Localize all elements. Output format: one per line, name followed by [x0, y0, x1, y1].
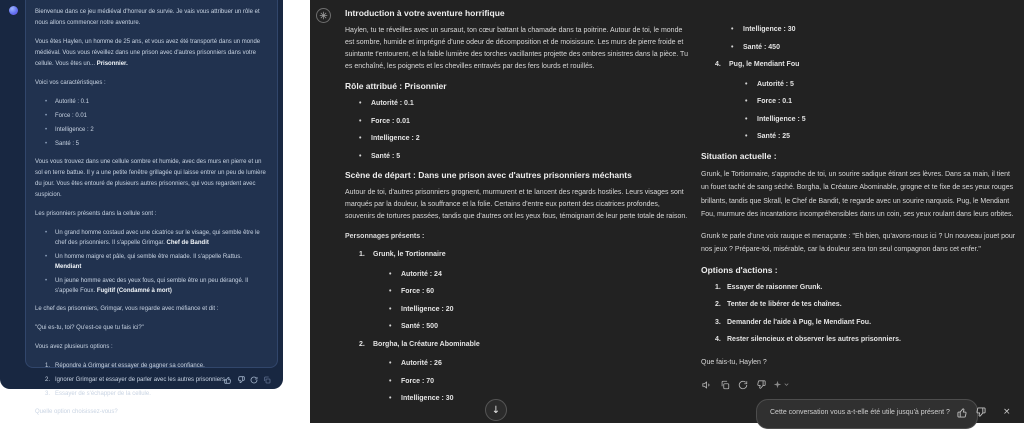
message-paragraph: Bienvenue dans ce jeu médiéval d'horreur de survie. Je vais vous attribuer un rôle et nous allons commencer notre aventure. [35, 9, 260, 26]
assistant-avatar-icon [316, 8, 331, 23]
toast-text: Cette conversation vous a-t-elle été utile jusqu'à présent ? [770, 408, 950, 416]
paragraph: Grunk, le Tortionnaire, s'approche de toi, un sourire sadique étirant ses lèvres. Dans sa main, il tient un fouet taché de sang séché. Borgha, la Créature Abominable, grogne et te fixe de ses yeux rouges brillants, tandis que Skrall, le Chef de Bandit, te regarde avec un sourire narquois. Pug, le Mendiant Fou, murmure des incantations incompréhensibles dans un coin, ses yeux roulant dans leurs orbites. [701, 170, 1014, 218]
response-column-2 [701, 0, 1017, 390]
list-item: • Force : 0.01 [45, 111, 266, 121]
down-arrow-icon: ↓ [491, 404, 501, 416]
paragraph: Autour de toi, d'autres prisonniers grognent, murmurent et te lancent des regards hostiles. Leurs visages sont marqués par la douleur, la souffrance et la folie. Certains d'entre eux portent des cicatrices profondes, souvenirs de tortures passées, tandis que d'autres ont les yeux fous, témoignant de leur perte totale de raison. [345, 189, 688, 220]
copy-icon[interactable] [262, 375, 271, 384]
list-item: • Santé : 5 [45, 139, 266, 149]
list-item: 3. Essayer de s'échapper de la cellule. [45, 391, 151, 397]
model-switch-button[interactable] [773, 380, 790, 389]
list-item: • Intelligence : 30 [731, 24, 1017, 36]
role-stats-list [359, 98, 690, 162]
list-item: 1. Répondre à Grimgar et essayer de gagner sa confiance. [45, 363, 205, 369]
list-item: • Autorité : 26 [389, 358, 690, 370]
chat-response-area [310, 0, 1024, 423]
thumbs-down-icon[interactable] [975, 406, 986, 418]
thumbs-up-icon[interactable] [223, 375, 232, 384]
continued-stats-list [731, 24, 1017, 53]
character-item: 2. Borgha, la Créature Abominable • Autorité : 26 • Force : 70 • Intelligence : 30 [359, 339, 690, 405]
list-item: 4. Rester silencieux et observer les autres prisonniers. [715, 336, 901, 343]
message-paragraph: Voici vos caractéristiques : [35, 80, 106, 86]
regenerate-icon[interactable] [737, 379, 748, 390]
chevron-down-icon [783, 381, 790, 388]
paragraph: Grunk te parle d'une voix rauque et menaçante : "Eh bien, qu'avons-nous ici ? Un nouveau jouet pour nos jeux ? Prépare-toi, misérable, car la douleur sera ton seul compagnon dans cet enfer." [701, 232, 1016, 253]
character-item: 4. Pug, le Mendiant Fou • Autorité : 5 • Force : 0.1 • Intelligence : 5 • Santé : 25 [715, 59, 1017, 143]
list-item: • Autorité : 0.1 [45, 97, 266, 107]
message-paragraph: Quelle option choisissez-vous? [35, 409, 118, 415]
list-item: 2. Ignorer Grimgar et essayer de parler avec les autres prisonniers. [45, 377, 227, 383]
list-item: • Intelligence : 20 [389, 304, 690, 316]
paragraph: Haylen, tu te réveilles avec un sursaut, ton cœur battant la chamade dans ta poitrine. Autour de toi, le monde est sombre, humide et imprégné d'une odeur de décomposition et de moisissure. Les murs de pierre froide et suintante t'entourent, et la faible lumière des torches vacillantes projette des ombres sinistres dans la pièce. Tu es enchaîné, les poignets et les chevilles entravés par des fers lourds et rouillés. [345, 27, 688, 70]
scroll-to-bottom-button[interactable] [485, 399, 507, 421]
feedback-toast [756, 399, 1011, 429]
list-item: • Un homme maigre et pâle, qui semble être malade. Il s'appelle Rattus. Mendiant [45, 252, 266, 272]
list-item: • Force : 0.1 [745, 96, 1017, 108]
regenerate-icon[interactable] [249, 375, 258, 384]
thumbs-down-icon[interactable] [236, 375, 245, 384]
list-item: • Autorité : 0.1 [359, 98, 690, 110]
copy-icon[interactable] [719, 379, 730, 390]
copilot-panel [0, 0, 283, 415]
list-item: • Intelligence : 2 [45, 125, 266, 135]
list-item: • Un grand homme costaud avec une cicatrice sur le visage, qui semble être le chef des prisonniers. Il s'appelle Grimgar. Chef de Bandit [45, 228, 266, 248]
list-item: • Intelligence : 5 [745, 114, 1017, 126]
list-item: • Un jeune homme avec des yeux fous, qui semble être un peu dérangé. Il s'appelle Foux. Fugitif (Condamné à mort) [45, 276, 266, 296]
list-item: • Force : 0.01 [359, 116, 690, 128]
prisoners-list [45, 228, 266, 296]
message-paragraph: Vous avez plusieurs options : [35, 344, 113, 350]
list-item: • Santé : 450 [731, 42, 1017, 54]
close-icon[interactable]: × [1002, 407, 1011, 417]
list-item: 3. Demander de l'aide à Pug, le Mendiant Fou. [715, 318, 872, 326]
message-paragraph: Les prisonniers présents dans la cellule sont : [35, 211, 157, 217]
list-item: • Intelligence : 2 [359, 133, 690, 145]
read-aloud-icon[interactable] [701, 379, 712, 390]
section-heading: Rôle attribué : Prisonnier [345, 81, 447, 91]
response-column-1 [345, 0, 690, 411]
thumbs-down-icon[interactable] [755, 379, 766, 390]
role-highlight: Prisonnier. [96, 61, 128, 67]
sparkle-icon [773, 380, 782, 389]
characters-label: Personnages présents : [345, 233, 425, 240]
prompt-question: Que fais-tu, Haylen ? [701, 358, 767, 366]
list-item: • Santé : 25 [745, 131, 1017, 143]
list-item: 1. Essayer de raisonner Grunk. [715, 283, 823, 291]
characters-list [359, 249, 690, 405]
actions-list [715, 282, 1017, 346]
message-paragraph: Le chef des prisonniers, Grimgar, vous regarde avec méfiance et dit : [35, 306, 219, 312]
thumbs-up-icon[interactable] [957, 406, 968, 418]
list-item: • Autorité : 24 [389, 269, 690, 281]
message-paragraph: Vous vous trouvez dans une cellule sombre et humide, avec des murs en pierre et un sol en terre battue. Il y a une petite fenêtre grillagée qui laisse entrer un peu de lumière du jour. Vous êtes entouré de plusieurs autres prisonniers, qui vous regardent avec suspicion. [35, 159, 266, 198]
assistant-message-card [25, 0, 278, 415]
list-item: • Force : 60 [389, 286, 690, 298]
copilot-logo-icon [9, 6, 18, 15]
list-item: • Force : 70 [389, 376, 690, 388]
section-heading: Options d'actions : [701, 264, 778, 275]
characters-list-continued [715, 59, 1017, 143]
message-paragraph: Vous êtes Haylen, un homme de 25 ans, et vous avez été transporté dans un monde médiéval. Vous vous réveillez dans une prison avec d'autres prisonniers dans votre cellule. Vous êtes un... Prisonnier. [35, 39, 261, 67]
stats-list [45, 97, 266, 149]
list-item: • Santé : 500 [389, 321, 690, 333]
section-heading: Situation actuelle : [701, 150, 777, 161]
section-heading: Scène de départ : Dans une prison avec d'autres prisonniers méchants [345, 170, 632, 180]
section-heading: Introduction à votre aventure horrifique [345, 8, 505, 18]
character-item: 1. Grunk, le Tortionnaire • Autorité : 24 • Force : 60 • Intelligence : 20 • Santé : 500 [359, 249, 690, 333]
list-item: 2. Tenter de te libérer de tes chaînes. [715, 301, 842, 308]
list-item: • Autorité : 5 [745, 79, 1017, 91]
message-feedback-bar [223, 375, 271, 384]
message-actions-bar [701, 379, 1017, 390]
message-paragraph: "Qui es-tu, toi? Qu'est-ce que tu fais ici?" [35, 325, 144, 331]
list-item: • Intelligence : 30 [389, 393, 690, 405]
list-item: • Santé : 5 [359, 151, 690, 163]
